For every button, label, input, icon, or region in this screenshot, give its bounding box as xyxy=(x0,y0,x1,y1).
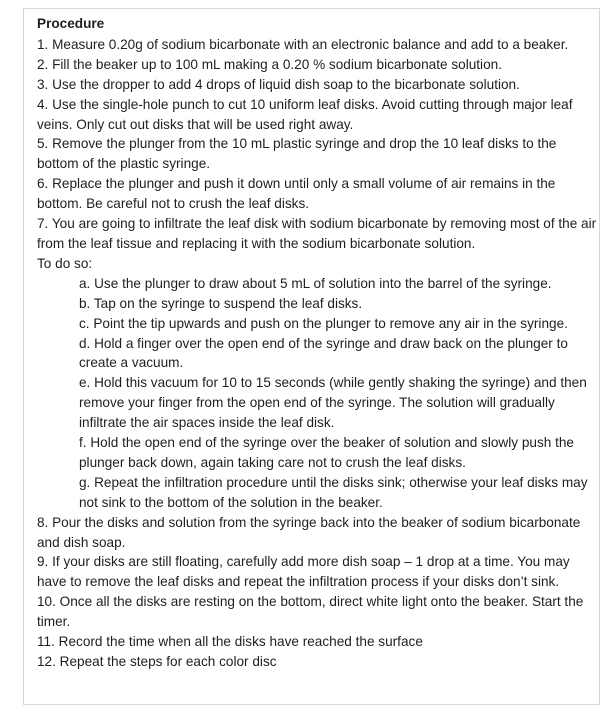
substep-c: c. Point the tip upwards and push on the plunger to remove any air in the syringe. xyxy=(79,315,568,331)
step-6: 6. Replace the plunger and push it down until only a small volume of air remains in the bottom. Be careful not to crush the leaf disks. xyxy=(37,176,556,212)
step-11: 11. Record the time when all the disks have reached the surface xyxy=(37,634,423,650)
substep-e: e. Hold this vacuum for 10 to 15 seconds (while gently shaking the syringe) and then remove your finger from the open end of the syringe. The solution will gradually infiltrate the air spaces inside the leaf disk. xyxy=(79,375,587,431)
step-12: 12. Repeat the steps for each color disc xyxy=(37,654,277,669)
substep-a: a. Use the plunger to draw about 5 mL of solution into the barrel of the syringe. xyxy=(79,275,552,291)
step-7-intro: To do so: xyxy=(37,255,93,271)
step-2: 2. Fill the beaker up to 100 mL making a 0.20 % sodium bicarbonate solution. xyxy=(37,56,502,72)
substep-b: b. Tap on the syringe to suspend the leaf disks. xyxy=(79,295,363,311)
step-4: 4. Use the single-hole punch to cut 10 uniform leaf disks. Avoid cutting through major leaf veins. Only cut out disks that will be used right away. xyxy=(37,96,573,132)
substep-g: g. Repeat the infiltration procedure until the disks sink; otherwise your leaf disks may not sink to the bottom of the solution in the beaker. xyxy=(79,474,588,510)
procedure-heading: Procedure xyxy=(37,16,105,31)
substep-f: f. Hold the open end of the syringe over the beaker of solution and slowly push the plunger back down, again taking care not to crush the leaf disks. xyxy=(79,435,574,470)
step-5: 5. Remove the plunger from the 10 mL plastic syringe and drop the 10 leaf disks to the bottom of the plastic syringe. xyxy=(37,136,557,172)
step-9: 9. If your disks are still floating, carefully add more dish soap – 1 drop at a time. You may have to remove the leaf disks and repeat the infiltration process if your disks don’t sink. xyxy=(37,554,570,590)
step-7: 7. You are going to infiltrate the leaf disk with sodium bicarbonate by removing most of the air from the leaf tissue and replacing it with the sodium bicarbonate solution. xyxy=(37,216,597,251)
procedure-document xyxy=(37,14,599,672)
step-1: 1. Measure 0.20g of sodium bicarbonate with an electronic balance and add to a beaker. xyxy=(37,36,569,52)
step-8: 8. Pour the disks and solution from the syringe back into the beaker of sodium bicarbonate and dish soap. xyxy=(37,514,581,550)
substep-d: d. Hold a finger over the open end of the syringe and draw back on the plunger to create a vacuum. xyxy=(79,335,568,371)
step-10: 10. Once all the disks are resting on the bottom, direct white light onto the beaker. Start the timer. xyxy=(37,594,584,630)
step-3: 3. Use the dropper to add 4 drops of liquid dish soap to the bicarbonate solution. xyxy=(37,76,520,92)
